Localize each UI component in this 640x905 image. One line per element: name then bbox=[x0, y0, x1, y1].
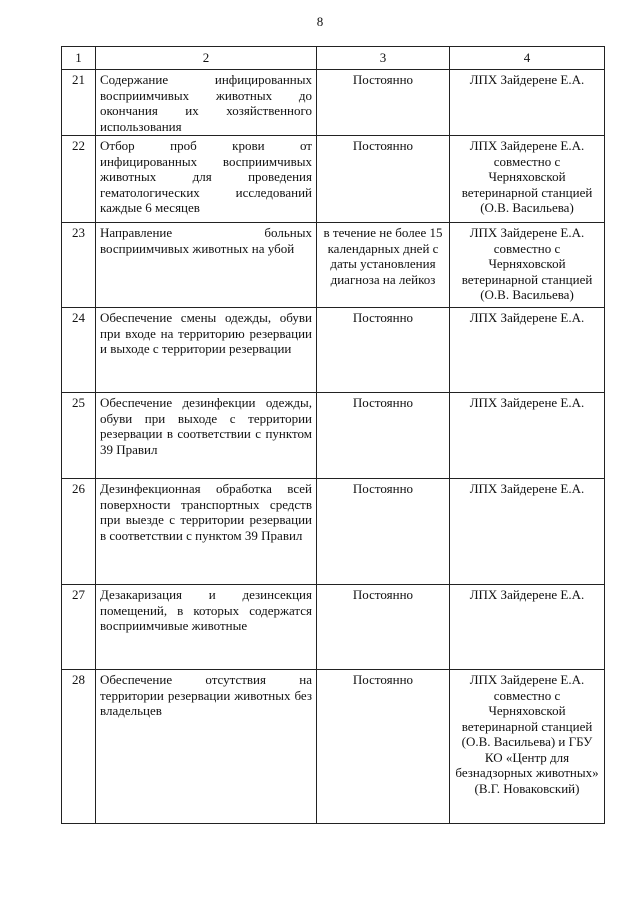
measure-responsible: ЛПХ Зайдерене Е.А. bbox=[450, 308, 605, 393]
header-row bbox=[62, 47, 605, 70]
measure-text: Направление больных восприимчивых животных на убой bbox=[96, 223, 317, 308]
table-row bbox=[62, 585, 605, 670]
row-number: 28 bbox=[62, 670, 96, 824]
measure-term: Постоянно bbox=[317, 670, 450, 824]
row-number: 23 bbox=[62, 223, 96, 308]
measure-responsible: ЛПХ Зайдерене Е.А. совместно с Черняховской ветеринарной станцией (О.В. Васильева) и ГБУ КО «Центр для безнадзорных животных» (В.Г. Новаковский) bbox=[450, 670, 605, 824]
measure-text: Дезакаризация и дезинсекция помещений, в которых содержатся восприимчивые животные bbox=[96, 585, 317, 670]
header-col-3: 3 bbox=[317, 47, 450, 70]
measure-text: Дезинфекционная обработка всей поверхности транспортных средств при выезде с территории резервации в соответствии с пунктом 39 Правил bbox=[96, 479, 317, 585]
measure-text: Отбор проб крови от инфицированных восприимчивых животных для проведения гематологических исследований каждые 6 месяцев bbox=[96, 136, 317, 223]
measure-text: Обеспечение смены одежды, обуви при входе на территорию резервации и выходе с территории резервации bbox=[96, 308, 317, 393]
measure-text: Содержание инфицированных восприимчивых животных до окончания их хозяйственного использования bbox=[96, 70, 317, 136]
table-row bbox=[62, 670, 605, 824]
measure-text: Обеспечение дезинфекции одежды, обуви при выходе с территории резервации в соответствии с пунктом 39 Правил bbox=[96, 393, 317, 479]
measure-responsible: ЛПХ Зайдерене Е.А. bbox=[450, 479, 605, 585]
row-number: 21 bbox=[62, 70, 96, 136]
measure-responsible: ЛПХ Зайдерене Е.А. bbox=[450, 70, 605, 136]
measure-term: в течение не более 15 календарных дней с даты установления диагноза на лейкоз bbox=[317, 223, 450, 308]
table-row bbox=[62, 479, 605, 585]
measure-responsible: ЛПХ Зайдерене Е.А. bbox=[450, 393, 605, 479]
table-row bbox=[62, 136, 605, 223]
table-row bbox=[62, 393, 605, 479]
measure-responsible: ЛПХ Зайдерене Е.А. совместно с Черняховской ветеринарной станцией (О.В. Васильева) bbox=[450, 223, 605, 308]
measure-term: Постоянно bbox=[317, 136, 450, 223]
row-number: 27 bbox=[62, 585, 96, 670]
header-col-1: 1 bbox=[62, 47, 96, 70]
table-row bbox=[62, 223, 605, 308]
measure-term: Постоянно bbox=[317, 479, 450, 585]
measure-term: Постоянно bbox=[317, 308, 450, 393]
page-number: 8 bbox=[316, 14, 324, 29]
table-row bbox=[62, 70, 605, 136]
row-number: 25 bbox=[62, 393, 96, 479]
header-col-4: 4 bbox=[450, 47, 605, 70]
measure-text: Обеспечение отсутствия на территории резервации животных без владельцев bbox=[96, 670, 317, 824]
measure-responsible: ЛПХ Зайдерене Е.А. bbox=[450, 585, 605, 670]
header-col-2: 2 bbox=[96, 47, 317, 70]
measure-term: Постоянно bbox=[317, 585, 450, 670]
measure-term: Постоянно bbox=[317, 70, 450, 136]
table-row bbox=[62, 308, 605, 393]
measures-table bbox=[61, 46, 605, 824]
row-number: 22 bbox=[62, 136, 96, 223]
row-number: 24 bbox=[62, 308, 96, 393]
measure-term: Постоянно bbox=[317, 393, 450, 479]
row-number: 26 bbox=[62, 479, 96, 585]
measure-responsible: ЛПХ Зайдерене Е.А. совместно с Черняховской ветеринарной станцией (О.В. Васильева) bbox=[450, 136, 605, 223]
